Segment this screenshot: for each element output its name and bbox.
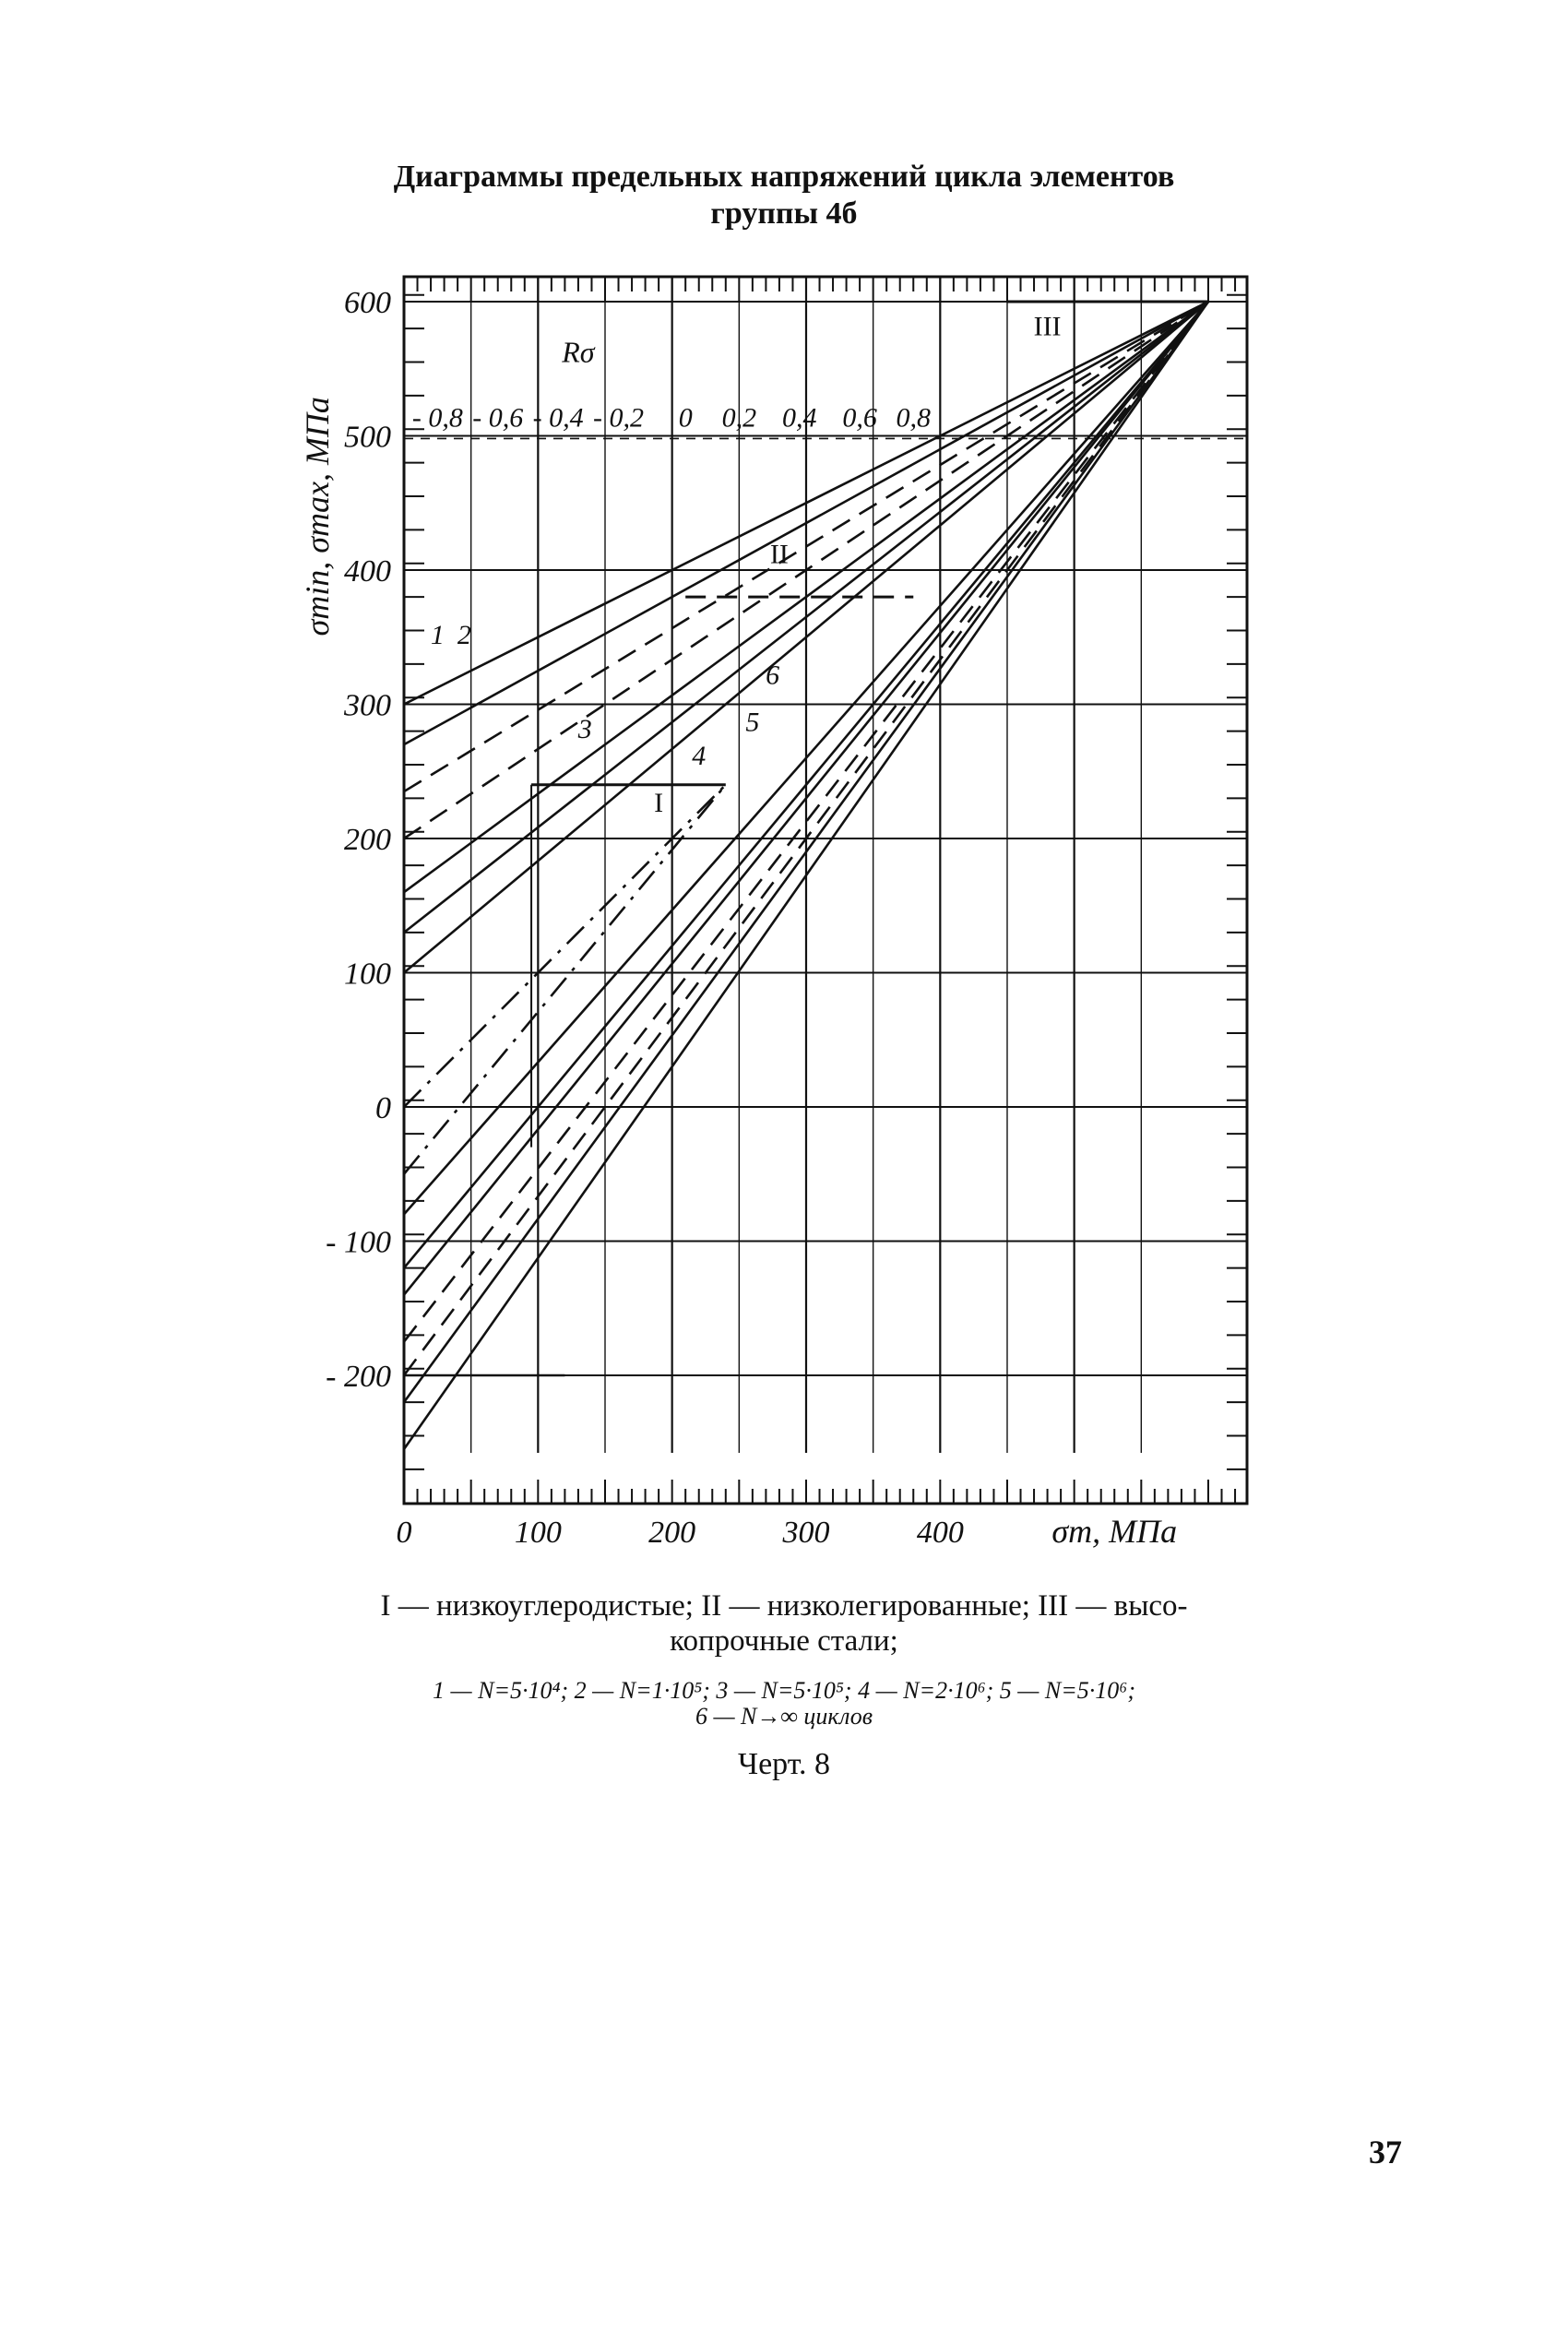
curve-label-3: 3 — [577, 713, 592, 744]
x-tick-label: 0 — [396, 1516, 412, 1550]
curve-label-2: 2 — [457, 620, 471, 651]
curve-label-4: 4 — [692, 740, 707, 771]
y-tick-label: 0 — [375, 1091, 391, 1125]
y-tick-label: - 100 — [326, 1225, 391, 1260]
y-tick-label: 600 — [344, 286, 391, 320]
page-number: 37 — [1369, 2134, 1402, 2170]
x-tick-label: 300 — [782, 1516, 830, 1550]
curve-label-1: 1 — [430, 620, 445, 651]
r-tick-label: 0,4 — [781, 402, 817, 434]
y-axis-label: σmin, σmax, МПа — [299, 397, 336, 636]
x-tick-label: 400 — [916, 1516, 964, 1550]
r-tick-label: 0,6 — [842, 402, 877, 434]
page-title-line2: группы 4б — [710, 196, 858, 231]
legend-line-3: 1 — N=5·10⁴; 2 — N=1·10⁵; 3 — N=5·10⁵; 4 — N=2·10⁶; 5 — N=5·10⁶; — [432, 1677, 1135, 1704]
y-tick-label: - 200 — [326, 1360, 391, 1394]
x-axis-label: σm, МПа — [1051, 1513, 1178, 1550]
legend-line-1: I — низкоуглеродистые; II — низколегированные; III — высо- — [380, 1589, 1188, 1623]
curve-label-5: 5 — [745, 707, 760, 738]
group-label-II: II — [769, 539, 789, 570]
r-tick-label: - 0,2 — [593, 402, 645, 434]
r-tick-label: 0 — [678, 402, 693, 434]
y-tick-label: 100 — [344, 957, 391, 992]
y-tick-label: 500 — [344, 420, 391, 455]
y-tick-label: 400 — [344, 554, 391, 589]
y-tick-label: 200 — [344, 823, 391, 857]
group-label-I: I — [654, 787, 664, 818]
group-label-III: III — [1033, 311, 1062, 342]
legend-line-2: копрочные стали; — [670, 1624, 898, 1658]
page-title-line1: Диаграммы предельных напряжений цикла элементов — [393, 160, 1175, 194]
r-tick-label: - 0,6 — [472, 402, 524, 434]
r-tick-label: 0,8 — [896, 402, 932, 434]
r-tick-label: 0,2 — [721, 402, 757, 434]
r-tick-label: - 0,8 — [411, 402, 463, 434]
figure-label: Черт. 8 — [737, 1747, 831, 1781]
r-tick-label: - 0,4 — [532, 402, 584, 434]
chart-labels — [299, 286, 1247, 1550]
series-I-6-lower — [404, 785, 726, 1174]
y-tick-label: 300 — [344, 688, 391, 723]
legend-line-4: 6 — N→∞ циклов — [695, 1703, 873, 1730]
x-tick-label: 100 — [514, 1516, 562, 1550]
x-tick-label: 200 — [648, 1516, 696, 1550]
r-sigma-label: Rσ — [562, 335, 595, 369]
curve-label-6: 6 — [766, 660, 780, 691]
